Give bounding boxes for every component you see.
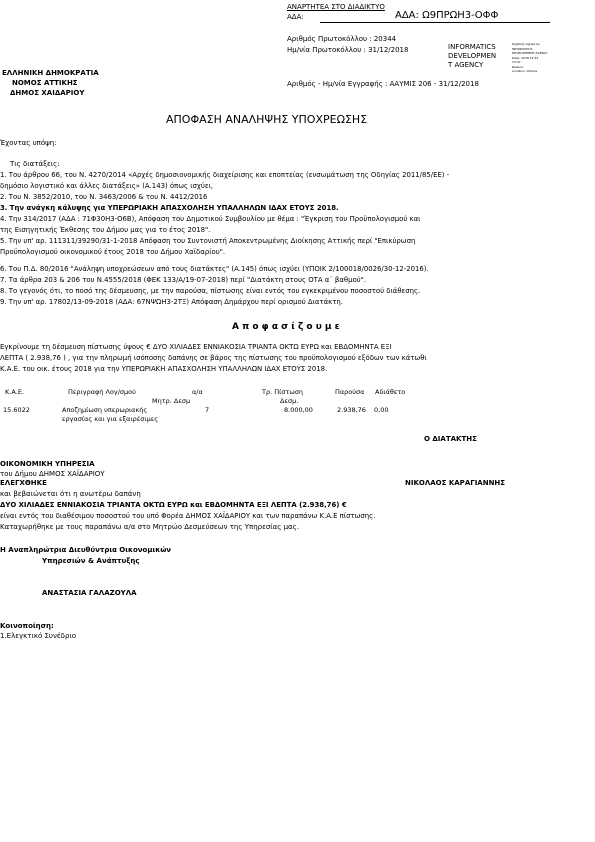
director-title-2: Υπηρεσιών & Ανάπτυξης (42, 557, 140, 565)
approval-line: ΛΕΠΤΑ ( 2.938,76 ) , για την πληρωμή ισόποσης δαπάνης σε βάρος της πίστωσης του προϋπολογισμού εξόδων των κάτωθι (0, 354, 427, 362)
stamp-detail: INFORMATICS (512, 46, 533, 51)
column-subheader: Μητρ. Δεσμ (152, 397, 191, 405)
stamp-line: T AGENCY (448, 61, 484, 69)
amount-words: ΔΥΟ ΧΙΛΙΑΔΕΣ ΕΝΝΙΑΚΟΣΙΑ ΤΡΙΑΝΤΑ ΟΚΤΩ ΕΥΡΩ και ΕΒΔΟΜΗΝΤΑ ΕΞΙ ΛΕΠΤΑ (2.938,76) € (0, 501, 347, 509)
list-item: δημόσιο λογιστικό και άλλες διατάξεις» (Α.143) όπως ισχύει, (0, 182, 214, 190)
stamp-detail: Date: 2018.12.31 (512, 55, 539, 60)
list-item: 7. Τα άρθρα 203 & 206 του Ν.4555/2018 (ΦΕΚ 133/Α/19-07-2018) περί "Διατάκτη στους ΟΤΑ α΄ βαθμού". (0, 276, 367, 284)
list-item: 3. Την ανάγκη κάλυψης για ΥΠΕΡΩΡΙΑΚΗ ΑΠΑΣΧΟΛΗΣΗ ΥΠΑΛΛΗΛΩΝ ΙΔΑΧ ΕΤΟΥΣ 2018. (0, 204, 339, 212)
list-item: 4. Την 314/2017 (ΑΔΑ : 71Φ30Η3-Ο6Β), Απόφαση του Δημοτικού Συμβουλίου με θέμα : "Έγκριση του Προϋπολογισμού και (0, 215, 421, 223)
column-header: α/α (192, 388, 203, 396)
document-title: ΑΠΟΦΑΣΗ ΑΝΑΛΗΨΗΣ ΥΠΟΧΡΕΩΣΗΣ (166, 113, 368, 126)
protocol-date: Ημ/νία Πρωτοκόλλου : 31/12/2018 (287, 46, 409, 54)
director-title: Η Αναπληρώτρια Διευθύντρια Οικονομικών (0, 546, 172, 554)
cell-present: 2.938,76 (337, 406, 366, 414)
list-item: Προϋπολογισμού οικονομικού έτους 2018 του Δήμου Χαϊδαρίου". (0, 248, 226, 256)
provisions-heading: Τις διατάξεις: (10, 160, 60, 168)
within-text: είναι εντός του διαθέσιμου ποσοστού του υπό Φορέα ΔΗΜΟΣ ΧΑΪΔΑΡΙΟΥ και των παραπάνω Κ.Α.Ε πίστωσης. (0, 512, 376, 520)
stamp-line: DEVELOPMEN (448, 52, 497, 60)
stamp-detail: Digitally signed by (512, 42, 540, 46)
column-subheader: Δεσμ. (280, 397, 299, 405)
stamp-line: INFORMATICS (448, 43, 496, 51)
issuer-municipality: ΔΗΜΟΣ ΧΑΙΔΑΡΙΟΥ (10, 89, 85, 97)
considering-label: Έχοντας υπόψη: (0, 139, 57, 147)
stamp-detail: Location: Athens (512, 69, 538, 73)
issuer-republic: ΕΛΛΗΝΙΚΗ ΔΗΜΟΚΡΑΤΙΑ (2, 69, 99, 77)
cell-remaining: 0,00 (374, 406, 389, 414)
column-header: Περιγραφή Λογ/σμού (68, 388, 136, 396)
list-item: 1. Του άρθρου 66, του Ν. 4270/2014 «Αρχές δημοσιονομικής διαχείρισης και εποπτείας (ενσωμάτωση της Οδηγίας 2011/85/ΕΕ) - (0, 171, 450, 179)
approval-line: Εγκρίνουμε τη δέσμευση πίστωσης ύψους € ΔΥΟ ΧΙΛΙΑΔΕΣ ΕΝΝΙΑΚΟΣΙΑ ΤΡΙΑΝΤΑ ΟΚΤΩ ΕΥΡΩ και ΕΒΔΟΜΗΝΤΑ ΕΞΙ (0, 343, 392, 351)
cell-aa: 7 (205, 406, 210, 414)
issuer-prefecture: ΝΟΜΟΣ ΑΤΤΙΚΗΣ (12, 79, 78, 87)
authorizer-label: Ο ΔΙΑΤΑΚΤΗΣ (424, 435, 477, 443)
list-item: 2. Του Ν. 3852/2010, του Ν. 3463/2006 & του Ν. 4412/2016 (0, 193, 208, 201)
service-municipality: του Δήμου ΔΗΜΟΣ ΧΑΪΔΑΡΙΟΥ (0, 470, 105, 478)
stamp-details (512, 42, 548, 74)
column-header: Κ.Α.Ε. (5, 388, 25, 396)
stamp-detail: 13:47 (512, 60, 521, 64)
posted-online-label: ΑΝΑΡΤΗΤΕΑ ΣΤΟ ΔΙΑΔΙΚΤΥΟ (287, 3, 385, 11)
list-item: 8. Το γεγονός ότι, το ποσό της δέσμευσης, με την παρούσα, πίστωσης είναι εντός του εγκεκριμένου ποσοστού διάθεσης. (0, 287, 421, 295)
cell-description: εργασίας και για εξαιρέσιμες (62, 415, 159, 423)
decision-heading: Α π ο φ α σ ί ζ ο υ μ ε (232, 322, 340, 332)
notify-item: 1.Ελεγκτικό Συνέδριο (0, 632, 77, 640)
registration-info: Αριθμός - Ημ/νία Εγγραφής : ΑΑΥΜΙΣ 206 - 31/12/2018 (287, 80, 479, 88)
approval-line: Κ.Α.Ε. του οικ. έτους 2018 για την ΥΠΕΡΩΡΙΑΚΗ ΑΠΑΣΧΟΛΗΣΗ ΥΠΑΛΛΗΛΩΝ ΙΔΑΧ ΕΤΟΥΣ 2018. (0, 365, 328, 373)
ada-value: ΑΔΑ: Ω9ΠΡΩΗ3-ΟΦΦ (395, 10, 499, 21)
cell-kae: 15.6022 (3, 406, 30, 414)
protocol-number: Αριθμός Πρωτοκόλλου : 20344 (287, 35, 397, 43)
notify-label: Κοινοποίηση: (0, 622, 54, 630)
list-item: της Εισηγητικής Έκθεσης του Δήμου μας για το έτος 2018". (0, 226, 211, 234)
stamp-detail: Reason: (512, 64, 524, 69)
stamp-detail: DEVELOPMENT AGENCY (512, 51, 548, 55)
cell-description: Αποζημίωση υπερωριακής (62, 406, 148, 414)
column-header: Αδιάθετο (375, 388, 406, 396)
signature-stamp (448, 43, 496, 70)
ada-underline (320, 22, 550, 23)
certify-text: και βεβαιώνεται ότι η ανωτέρω δαπάνη (0, 490, 141, 498)
column-header: Τρ. Πίστωση (262, 388, 304, 396)
list-item: 6. Του Π.Δ. 80/2016 "Ανάληψη υποχρεώσεων από τους διατάκτες" (Α.145) όπως ισχύει (ΥΠΟΙΚ 2/100018/0026/30-12-2016). (0, 265, 429, 273)
list-item: 9. Την υπ' αρ. 17802/13-09-2018 (ΑΔΑ: 67ΝΨΩΗ3-2ΤΞ) Απόφαση Δημάρχου περί ορισμού Διατάκτη. (0, 298, 343, 306)
service-name: ΟΙΚΟΝΟΜΙΚΗ ΥΠΗΡΕΣΙΑ (0, 460, 95, 468)
signer-name: ΝΙΚΟΛΑΟΣ ΚΑΡΑΓΙΑΝΝΗΣ (405, 479, 506, 487)
list-item: 5. Την υπ' αρ. 111311/39290/31-1-2018 Απόφαση του Συντονιστή Αποκεντρωμένης Διοίκησης Αττικής περί "Επικύρωση (0, 237, 416, 245)
column-header: Παρούσα (335, 388, 365, 396)
ada-label: ΑΔΑ: (287, 13, 304, 21)
cell-current: 8.000,00 (284, 406, 313, 414)
entered-text: Καταχωρήθηκε με τους παραπάνω α/α στο Μητρώο Δεσμεύσεων της Υπηρεσίας μας. (0, 523, 300, 531)
checked-label: ΕΛΕΓΧΘΗΚΕ (0, 479, 47, 487)
director-name: ΑΝΑΣΤΑΣΙΑ ΓΑΛΑΖΟΥΛΑ (42, 589, 137, 597)
